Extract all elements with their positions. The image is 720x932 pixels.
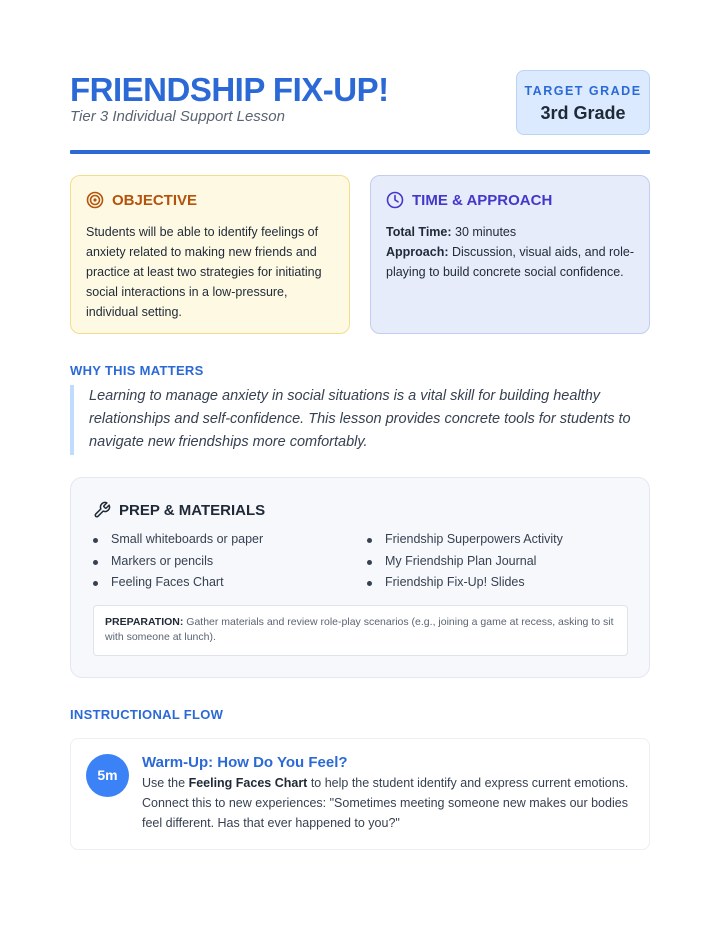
- prep-header: [93, 500, 627, 520]
- clock-icon: [386, 191, 404, 209]
- target-grade-value: 3rd Grade: [540, 103, 626, 123]
- flow-step: [70, 738, 650, 850]
- step-duration-badge: 5m: [86, 754, 129, 797]
- list-item: Friendship Superpowers Activity: [367, 529, 627, 551]
- objective-header: [86, 190, 334, 210]
- page-header: [70, 70, 650, 154]
- target-grade-box: [516, 70, 650, 135]
- list-item: Feeling Faces Chart: [93, 572, 353, 594]
- step-text-bold: Feeling Faces Chart: [188, 776, 308, 790]
- page-subtitle: Tier 3 Individual Support Lesson: [70, 108, 285, 125]
- approach-line: [386, 242, 634, 282]
- wrench-icon: [93, 501, 111, 519]
- page-title: FRIENDSHIP FIX-UP!: [70, 71, 389, 108]
- objective-heading: OBJECTIVE: [112, 191, 198, 209]
- objective-card: [70, 175, 350, 334]
- approach-value: Discussion, visual aids, and role-playing to build concrete social confidence.: [386, 245, 634, 279]
- preparation-text: Gather materials and review role-play scenarios (e.g., joining a game at recess, asking to sit with someone at lunch).: [105, 616, 614, 643]
- prep-materials-card: [70, 477, 650, 678]
- list-item: Markers or pencils: [93, 551, 353, 573]
- time-approach-header: [386, 190, 634, 210]
- time-approach-card: [370, 175, 650, 334]
- approach-label: Approach:: [386, 245, 449, 259]
- list-item: Small whiteboards or paper: [93, 529, 353, 551]
- preparation-note: [93, 605, 628, 656]
- why-heading: WHY THIS MATTERS: [70, 363, 204, 378]
- header-divider: [70, 150, 650, 154]
- why-quote: Learning to manage anxiety in social situations is a vital skill for building healthy relationships and self-confidence. This lesson provides concrete tools for students to navigate new friendships more comfortably.: [70, 385, 650, 455]
- flow-heading: INSTRUCTIONAL FLOW: [70, 707, 224, 722]
- time-approach-body: [386, 222, 634, 282]
- target-grade-label: TARGET GRADE: [524, 84, 642, 98]
- preparation-label: PREPARATION:: [105, 616, 184, 628]
- materials-column-left: [93, 529, 353, 594]
- list-item: Friendship Fix-Up! Slides: [367, 572, 627, 594]
- materials-column-right: [367, 529, 627, 594]
- objective-text: Students will be able to identify feelings of anxiety related to making new friends and practice at least two strategies for initiating social interactions in a low-pressure, individual setting.: [86, 225, 322, 319]
- prep-heading: PREP & MATERIALS: [119, 501, 266, 519]
- step-description: [142, 773, 632, 833]
- total-time-line: [386, 222, 634, 242]
- time-approach-heading: TIME & APPROACH: [412, 191, 553, 209]
- step-title: Warm-Up: How Do You Feel?: [142, 754, 348, 771]
- target-icon: [86, 191, 104, 209]
- total-time-label: Total Time:: [386, 225, 452, 239]
- step-text-after: to help the student identify and express current emotions. Connect this to new experiences: "Sometimes meeting someone new makes our bodies feel different. Has that ever happened to you?": [142, 776, 629, 830]
- list-item: My Friendship Plan Journal: [367, 551, 627, 573]
- total-time-value: 30 minutes: [451, 225, 517, 239]
- step-text-before: Use the: [142, 776, 189, 790]
